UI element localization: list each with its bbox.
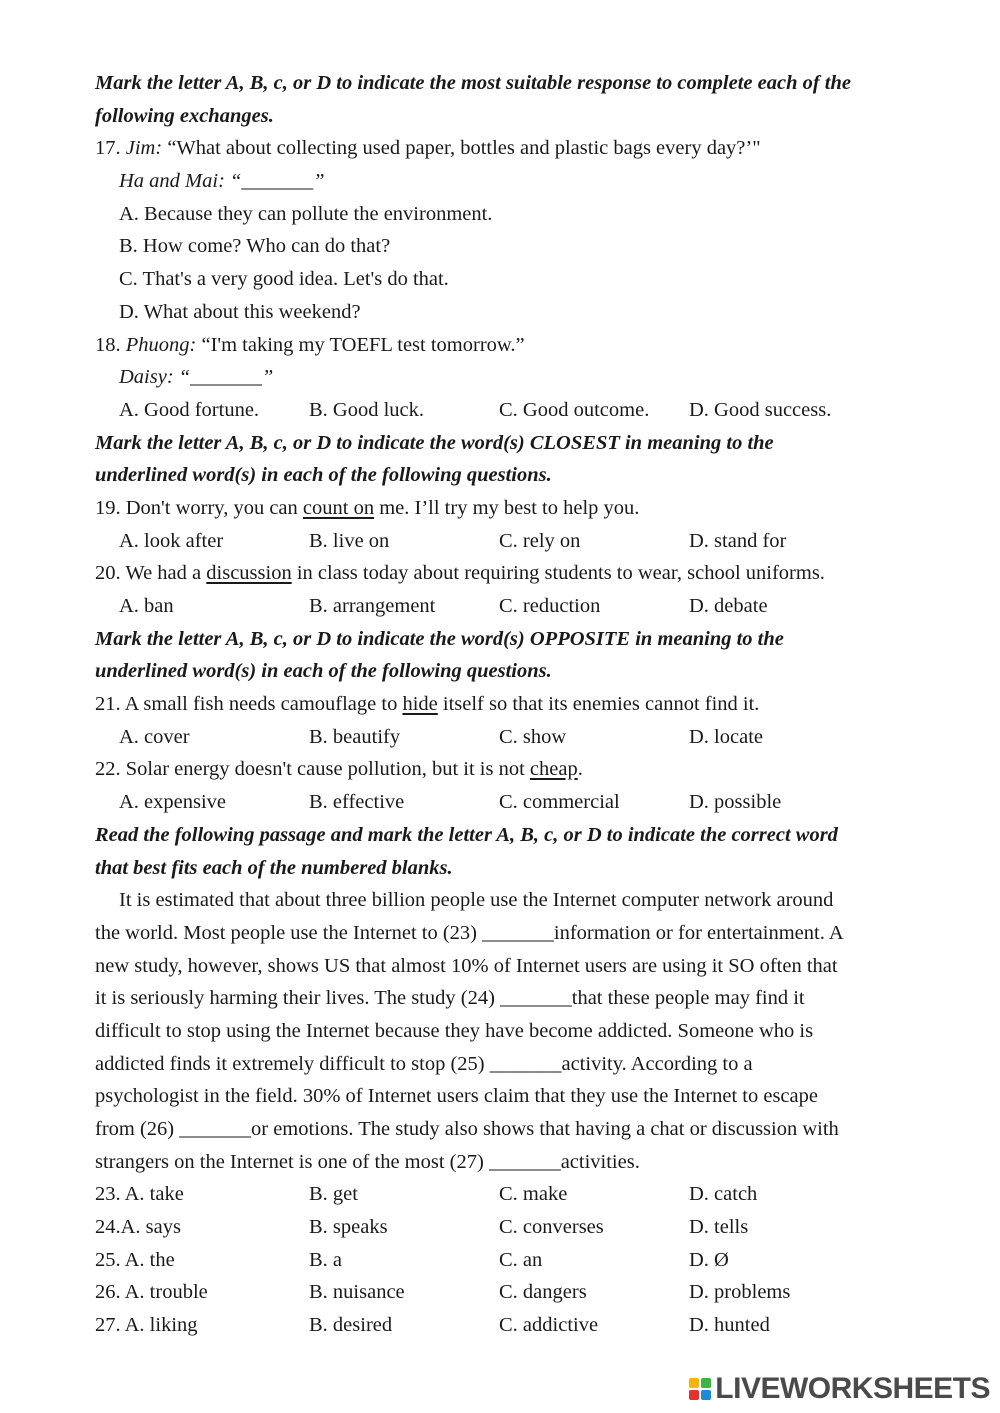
question-text: 19. Don't worry, you can xyxy=(95,496,303,519)
underlined-word: discussion xyxy=(206,562,292,585)
answer-row xyxy=(95,1309,925,1342)
option[interactable]: D. debate xyxy=(689,595,768,617)
question-text: 20. We had a xyxy=(95,562,207,585)
section-instruction: underlined word(s) in each of the following questions. xyxy=(95,660,552,683)
question-17 xyxy=(95,132,925,165)
option[interactable]: B. live on xyxy=(309,529,390,552)
section-instruction: Mark the letter A, B, c, or D to indicate the most suitable response to complete each of the xyxy=(95,72,851,94)
passage-line: It is estimated that about three billion people use the Internet computer network around xyxy=(119,889,834,912)
section-instruction: that best fits each of the numbered blanks. xyxy=(95,856,453,879)
option[interactable]: D. possible xyxy=(689,791,782,814)
options-row xyxy=(95,525,925,558)
options-row xyxy=(95,590,925,623)
question-number: 18. xyxy=(95,333,121,356)
answer-row xyxy=(95,1211,925,1244)
question-number: 17. xyxy=(95,137,121,160)
option[interactable]: A. look after xyxy=(119,529,224,552)
question-19 xyxy=(95,492,925,525)
option[interactable]: A. ban xyxy=(119,595,174,617)
passage-line: difficult to stop using the Internet because they have become addicted. Someone who is xyxy=(95,1019,814,1042)
option[interactable]: 25. A. the xyxy=(95,1248,175,1271)
speaker-name: Jim: xyxy=(125,137,163,160)
option[interactable]: C. addictive xyxy=(499,1314,599,1337)
passage-line: it is seriously harming their lives. The study (24) _______that these people may find it xyxy=(95,987,805,1010)
option[interactable]: D. locate xyxy=(689,725,763,748)
question-text: itself so that its enemies cannot find it. xyxy=(437,693,760,716)
section-instruction: Mark the letter A, B, c, or D to indicate the word(s) CLOSEST in meaning to the xyxy=(95,431,774,454)
option[interactable]: C. rely on xyxy=(499,529,581,552)
option[interactable]: C. That's a very good idea. Let's do that. xyxy=(119,268,449,291)
option[interactable]: B. effective xyxy=(309,791,405,814)
section-instruction: underlined word(s) in each of the following questions. xyxy=(95,464,552,487)
options-row xyxy=(95,721,925,754)
logo-icon xyxy=(689,1378,711,1400)
worksheet-page xyxy=(95,67,925,1342)
option[interactable]: C. show xyxy=(499,725,567,748)
section-instruction: Mark the letter A, B, c, or D to indicate the word(s) OPPOSITE in meaning to the xyxy=(95,627,784,650)
option[interactable]: D. What about this weekend? xyxy=(119,300,361,323)
option[interactable]: C. an xyxy=(499,1248,543,1271)
question-22 xyxy=(95,753,925,786)
option[interactable]: C. commercial xyxy=(499,791,620,814)
option[interactable]: D. catch xyxy=(689,1183,758,1206)
answer-row xyxy=(95,1276,925,1309)
option[interactable]: B. speaks xyxy=(309,1216,388,1239)
logo-square xyxy=(689,1390,699,1400)
passage-line: from (26) _______or emotions. The study also shows that having a chat or discussion with xyxy=(95,1118,839,1140)
option[interactable]: B. How come? Who can do that? xyxy=(119,235,391,258)
response-prompt: Ha and Mai: “_______” xyxy=(119,170,325,193)
option[interactable]: 26. A. trouble xyxy=(95,1281,208,1304)
option[interactable]: D. Good success. xyxy=(689,398,832,421)
answer-row xyxy=(95,1178,925,1211)
option[interactable]: B. nuisance xyxy=(309,1281,405,1304)
underlined-word: hide xyxy=(402,693,438,716)
option[interactable]: A. Because they can pollute the environment. xyxy=(119,202,493,225)
question-20 xyxy=(95,557,925,590)
section-instruction: following exchanges. xyxy=(95,104,274,127)
options-row xyxy=(95,786,925,819)
liveworksheets-logo xyxy=(689,1372,990,1406)
passage-line: addicted finds it extremely difficult to stop (25) _______activity. According to a xyxy=(95,1052,753,1075)
question-18 xyxy=(95,329,925,362)
question-21 xyxy=(95,688,925,721)
option[interactable]: 23. A. take xyxy=(95,1183,184,1206)
question-text: in class today about requiring students to wear, school uniforms. xyxy=(291,562,825,585)
option[interactable]: B. Good luck. xyxy=(309,398,425,421)
question-text: 22. Solar energy doesn't cause pollution, but it is not xyxy=(95,758,530,781)
option[interactable]: D. tells xyxy=(689,1216,749,1239)
underlined-word: count on xyxy=(302,496,375,519)
option[interactable]: A. Good fortune. xyxy=(119,398,260,421)
question-text: . xyxy=(577,758,583,781)
option[interactable]: B. get xyxy=(309,1183,358,1206)
brand-name: LIVEWORKSHEETS xyxy=(715,1372,990,1405)
option[interactable]: D. hunted xyxy=(689,1314,770,1337)
passage-line: new study, however, shows US that almost 10% of Internet users are using it SO often that xyxy=(95,954,838,977)
logo-square xyxy=(689,1378,699,1388)
question-text: “What about collecting used paper, bottles and plastic bags every day?’" xyxy=(162,137,761,160)
option[interactable]: C. reduction xyxy=(499,595,601,617)
option[interactable]: C. dangers xyxy=(499,1281,587,1304)
question-text: me. I’ll try my best to help you. xyxy=(374,496,640,519)
section-instruction: Read the following passage and mark the letter A, B, c, or D to indicate the correct word xyxy=(95,823,838,846)
speaker-name: Phuong: xyxy=(125,333,197,356)
option[interactable]: A. cover xyxy=(119,725,190,748)
response-prompt: Daisy: “_______” xyxy=(119,366,274,389)
passage-line: strangers on the Internet is one of the most (27) _______activities. xyxy=(95,1150,640,1173)
passage-line: the world. Most people use the Internet to (23) _______information or for entertainment. A xyxy=(95,921,844,944)
option[interactable]: B. arrangement xyxy=(309,595,436,617)
option[interactable]: B. beautify xyxy=(309,725,401,748)
option[interactable]: D. stand for xyxy=(689,529,787,552)
option[interactable]: B. a xyxy=(309,1248,343,1271)
option[interactable]: B. desired xyxy=(309,1314,393,1337)
question-text: 21. A small fish needs camouflage to xyxy=(95,693,403,716)
options-row xyxy=(95,394,925,427)
answer-row xyxy=(95,1244,925,1277)
logo-square xyxy=(701,1378,711,1388)
logo-square xyxy=(701,1390,711,1400)
option[interactable]: D. problems xyxy=(689,1281,791,1304)
underlined-word: cheap xyxy=(529,758,578,781)
option[interactable]: C. Good outcome. xyxy=(499,398,650,421)
option[interactable]: C. converses xyxy=(499,1216,604,1239)
passage-line: psychologist in the field. 30% of Internet users claim that they use the Internet to escape xyxy=(95,1085,818,1108)
question-text: “I'm taking my TOEFL test tomorrow.” xyxy=(196,333,525,356)
option[interactable]: 24.A. says xyxy=(95,1216,181,1239)
option[interactable]: 27. A. liking xyxy=(95,1314,198,1337)
option[interactable]: C. make xyxy=(499,1183,568,1206)
option[interactable]: A. expensive xyxy=(119,791,227,814)
option[interactable]: D. Ø xyxy=(689,1248,729,1271)
